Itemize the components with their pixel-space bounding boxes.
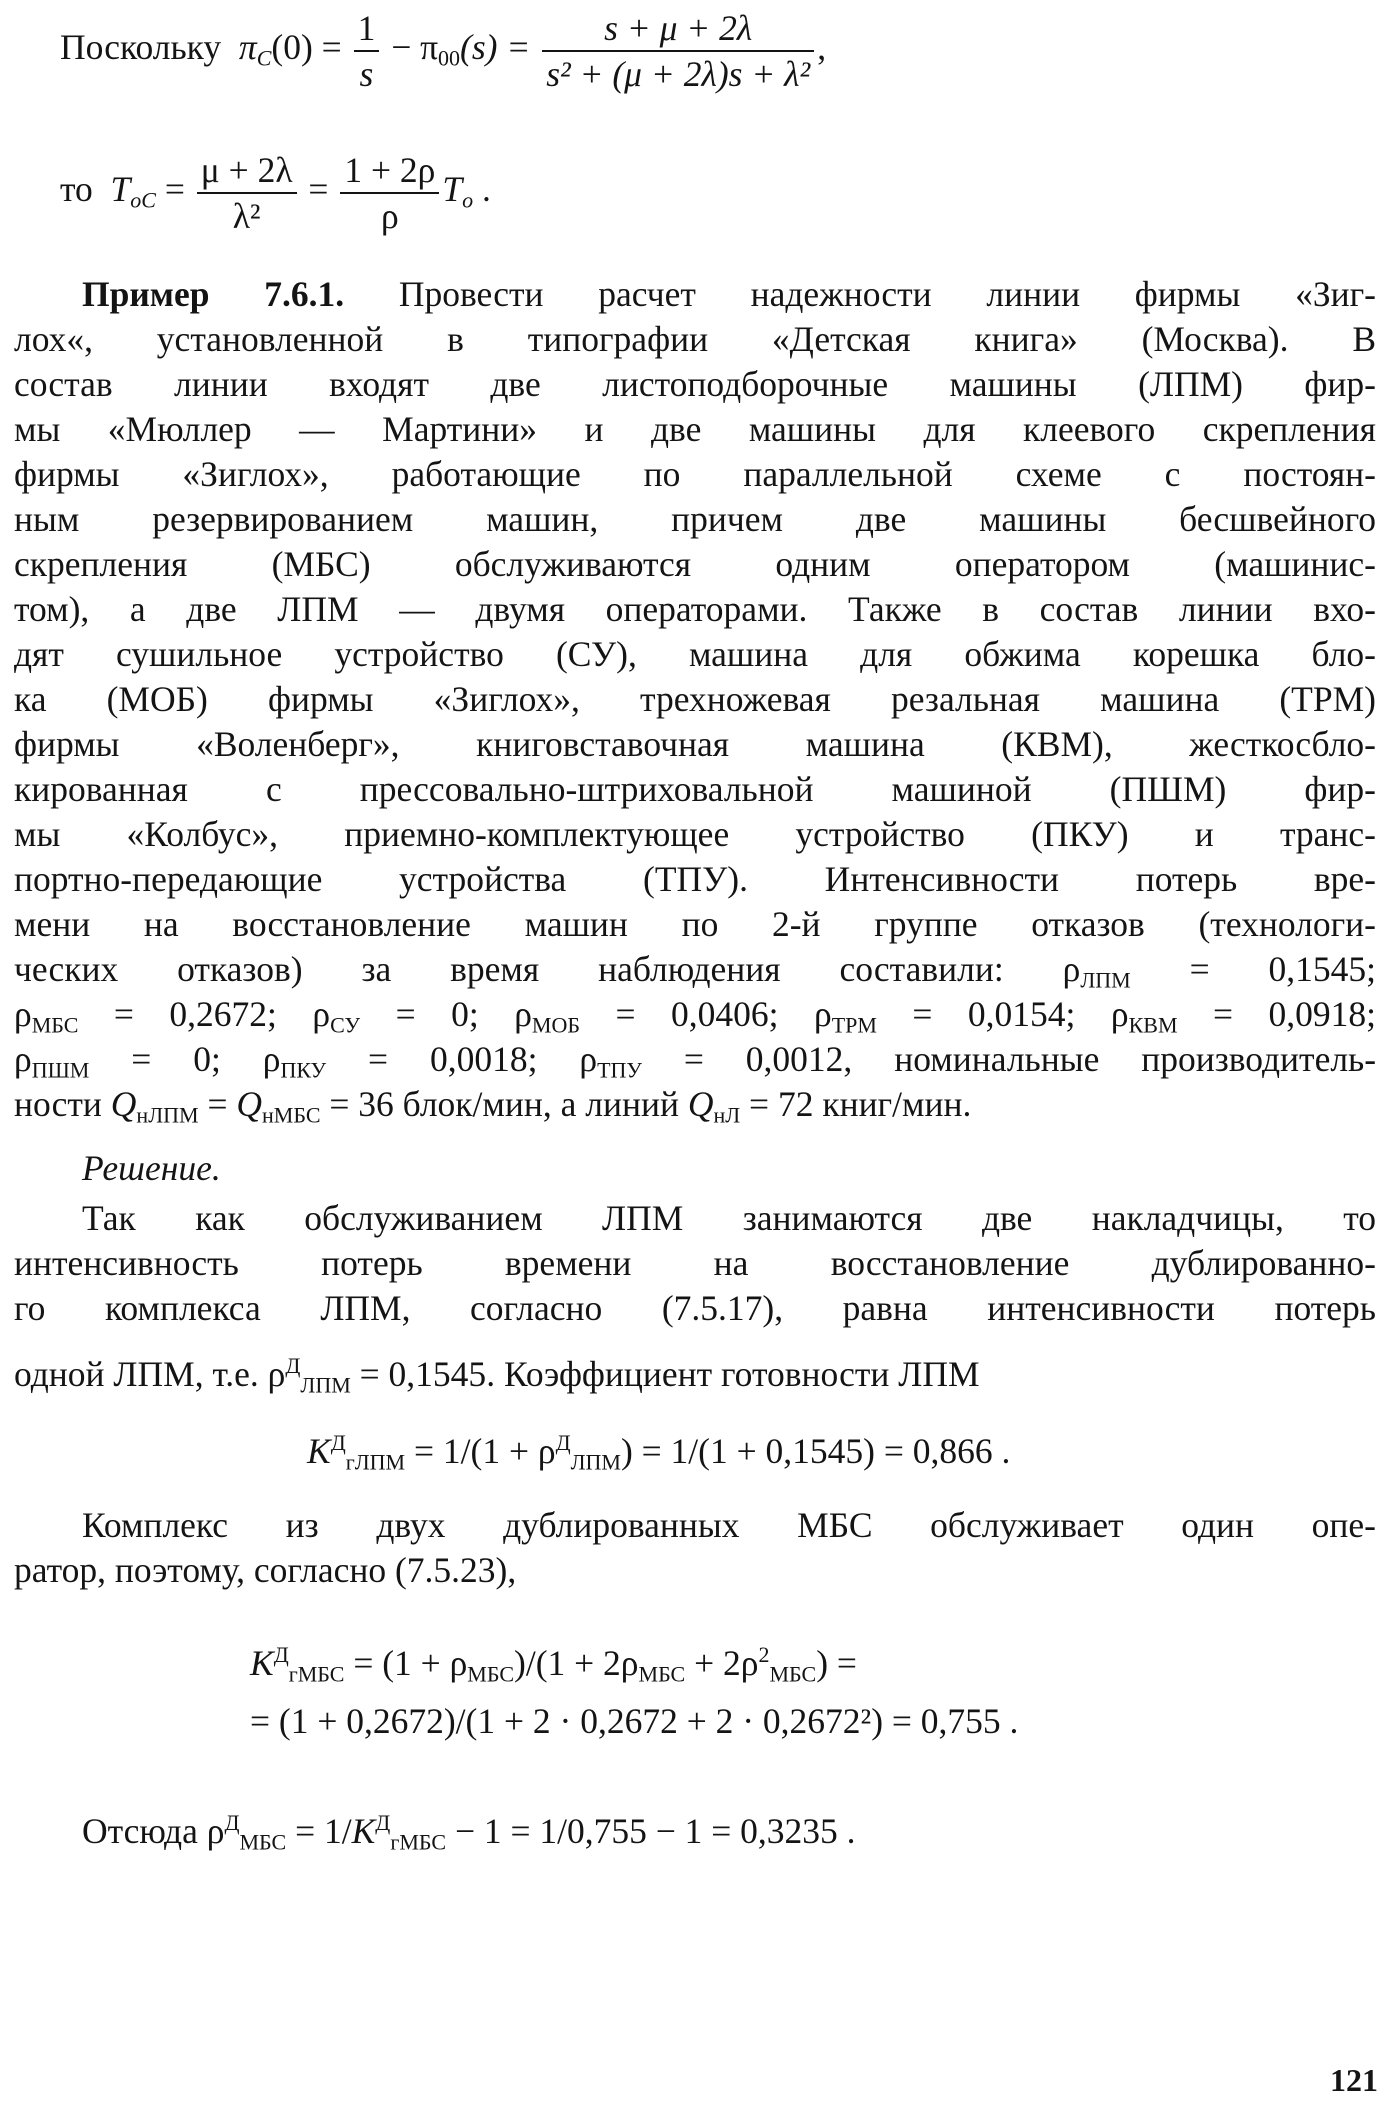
fraction-mu-lambda: $\frac{\mu + 2\lambda}{\text{λ²}}$ [197, 148, 297, 238]
example-line: дят сушильное устройство (СУ), машина для обжима корешка бло- [14, 634, 1376, 674]
example-line: лох«, установленной в типографии «Детская книга» (Москва). В [14, 319, 1376, 359]
example-line: фирмы «Воленберг», книговставочная машина (КВМ), жесткосбло- [14, 724, 1376, 764]
formula-k-mbs: $K^Д_{гМБС} = (1 + \rho_{МБС})/(1 + 2\rho_{МБС} + 2\rho^2_{МБС})$ = [250, 1641, 857, 1687]
solution-line: го комплекса ЛПМ, согласно (7.5.17), равна интенсивности потерь [14, 1288, 1376, 1328]
solution-line: интенсивность потерь времени на восстановление дублированно- [14, 1243, 1376, 1283]
solution-line: Комплекс из двух дублированных МБС обслуживает один опе- [82, 1505, 1376, 1545]
example-line: том), а две ЛПМ — двумя операторами. Также в состав линии вхо- [14, 589, 1376, 629]
example-line-rho-values-2: $\rho_{ПШМ} = 0$; $\rho_{ПКУ} = 0,0018$; $\rho_{ТПУ} = 0,0012$, номинальные производитель- [14, 1039, 1377, 1083]
example-line-q: ности $Q_{нЛПМ} = Q_{нМБС} = 36$ блок/мин, а линий $Q_{нЛ} = 72$ книг/мин. [14, 1084, 972, 1128]
example-title-line: Пример 7.6.1. Провести расчет надежности линии фирмы «Зиг- [82, 274, 1376, 314]
example-line: портно-передающие устройства (ТПУ). Интенсивности потерь вре- [14, 859, 1376, 899]
formula-k-mbs-line2: = (1 + 0,2672)/(1 + 2 · 0,2672 + 2 · 0,2672²) = 0,755 . [250, 1701, 1019, 1741]
formula-pi-c: Поскольку $\pi_C(0)$ = $\frac{1}{s}$ − $\pi_{00}(s)$ = $\frac{s + \mu + 2\lambda}{\text{s² + (μ + 2λ)s + λ²}}$ , [60, 8, 827, 94]
solution-line-rho-lpm: одной ЛПМ, т.е. $\rho^Д_{ЛПМ} = 0,1545$. Коэффициент готовности ЛПМ [14, 1352, 980, 1398]
example-line: мени на восстановление машин по 2-й группе отказов (технологи- [14, 904, 1376, 944]
example-line: мы «Мюллер — Мартини» и две машины для клеевого скрепления [14, 409, 1376, 449]
example-line-rho-lpm: ческих отказов) за время наблюдения составили: $\rho_{ЛПМ} = 0,1545$; [14, 949, 1377, 993]
solution-line: ратор, поэтому, согласно (7.5.23), [14, 1550, 517, 1590]
example-line: фирмы «Зиглох», работающие по параллельной схеме с постоян- [14, 454, 1376, 494]
fraction-one-over-s: $\frac{1}{s}$ [354, 6, 380, 96]
example-line: кированная с прессовально-штриховальной машиной (ПШМ) фир- [14, 769, 1376, 809]
fraction-rho: $\frac{1 + 2\rho}{\rho}$ [340, 148, 439, 238]
formula-t-oc: то $T_{oC}$ = $\frac{\mu + 2\lambda}{\text{λ²}}$ = $\frac{1 + 2\rho}{\rho}$ $T_o$ . [60, 150, 491, 236]
example-line: состав линии входят две листоподборочные машины (ЛПМ) фир- [14, 364, 1376, 404]
example-line-rho-values: $\rho_{МБС} = 0,2672$; $\rho_{СУ} = 0$; $\rho_{МОБ} = 0,0406$; $\rho_{ТРМ} = 0,0154$; $\rho_{КВМ} = 0,0918$; [14, 994, 1377, 1038]
example-line: мы «Колбус», приемно-комплектующее устройство (ПКУ) и транс- [14, 814, 1376, 854]
example-line: ным резервированием машин, причем две машины бесшвейного [14, 499, 1376, 539]
example-line: ка (МОБ) фирмы «Зиглох», трехножевая резальная машина (ТРМ) [14, 679, 1376, 719]
formula-final: Отсюда $\rho^Д_{МБС} = 1/K^Д_{гМБС} - 1 = 1/0,755 - 1 = 0,3235$ . [82, 1809, 856, 1855]
page-number: 121 [1330, 2062, 1378, 2098]
solution-label: Решение. [82, 1148, 221, 1188]
solution-line: Так как обслуживанием ЛПМ занимаются две накладчицы, то [82, 1198, 1376, 1238]
example-line: скрепления (МБС) обслуживаются одним оператором (машинис- [14, 544, 1376, 584]
fraction-pi00: $\frac{s + \mu + 2\lambda}{\text{s² + (μ + 2λ)s + λ²}}$ [542, 6, 814, 96]
formula-k-lpm: $K^Д_{гЛПМ} = 1/(1 + \rho^Д_{ЛПМ}) = 1/(1 + 0,1545) = 0,866$ . [307, 1429, 1011, 1475]
